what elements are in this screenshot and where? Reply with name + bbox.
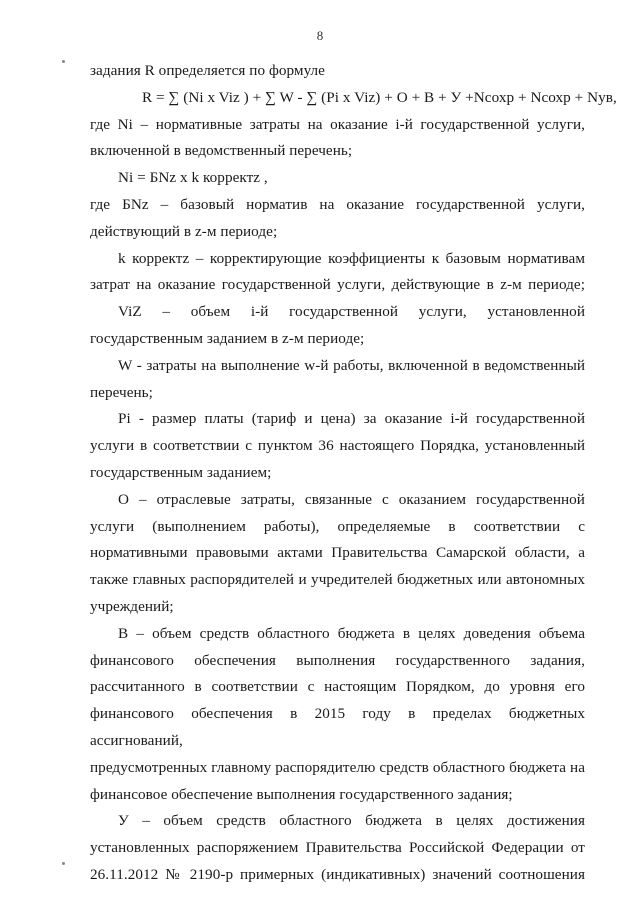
text-line: W - затраты на выполнение w-й работы, включенной в ведомственный — [118, 356, 585, 374]
text-line: затрат на оказание государственной услуги, действующие в z-м периоде; — [90, 276, 585, 294]
text-line: услуги (выполнением работы), определяемые в соответствии с — [90, 517, 585, 535]
text-line: У – объем средств областного бюджета в целях достижения — [118, 812, 585, 830]
scan-speck — [62, 862, 65, 865]
text-line: где Ni – нормативные затраты на оказание i-й государственной услуги, — [90, 115, 585, 133]
text-line: учреждений; — [90, 597, 174, 615]
formula-r: R = ∑ (Ni x Viz ) + ∑ W - ∑ (Pi x Viz) + O + B + У +Nсохр + Nсохр + Nув, — [142, 88, 617, 106]
document-body — [90, 58, 617, 889]
text-line: финансового обеспечения выполнения государственного задания, — [90, 651, 585, 669]
text-line: В – объем средств областного бюджета в целях доведения объема — [118, 624, 585, 642]
page-number: 8 — [316, 28, 324, 43]
text-line: k корректz – корректирующие коэффициенты к базовым нормативам — [118, 249, 585, 267]
formula-ni: Ni = БNz x k корректz , — [118, 169, 268, 187]
text-line: финансового обеспечения в 2015 году в пределах бюджетных ассигнований, — [90, 705, 585, 749]
text-line: нормативными правовыми актами Правительства Самарской области, а — [90, 544, 585, 562]
text-line: ViZ – объем i-й государственной услуги, установленной — [118, 303, 585, 321]
text-line: предусмотренных главному распорядителю средств областного бюджета на — [90, 758, 585, 776]
scan-speck — [62, 60, 65, 63]
text-line: где БNz – базовый норматив на оказание государственной услуги, — [90, 195, 585, 213]
text-line: финансовое обеспечение выполнения государственного задания; — [90, 785, 513, 803]
text-line: установленных распоряжением Правительства Российской Федерации от — [90, 839, 585, 857]
text-line: задания R определяется по формуле — [90, 62, 325, 79]
text-line: перечень; — [90, 383, 153, 401]
text-line: О – отраслевые затраты, связанные с оказанием государственной — [118, 490, 585, 508]
text-line: включенной в ведомственный перечень; — [90, 142, 353, 160]
text-line: услуги в соответствии с пунктом 36 настоящего Порядка, установленный — [90, 437, 585, 455]
text-line: рассчитанного в соответствии с настоящим Порядком, до уровня его — [90, 678, 585, 696]
text-line: Pi - размер платы (тариф и цена) за оказание i-й государственной — [118, 410, 585, 428]
text-line: действующий в z-м периоде; — [90, 222, 278, 240]
text-line: государственным заданием в z-м периоде; — [90, 329, 365, 347]
text-line: также главных распорядителей и учредителей бюджетных или автономных — [90, 571, 585, 589]
text-line: государственным заданием; — [90, 463, 272, 481]
text-line: 26.11.2012 № 2190-р примерных (индикативных) значений соотношения — [90, 865, 585, 883]
